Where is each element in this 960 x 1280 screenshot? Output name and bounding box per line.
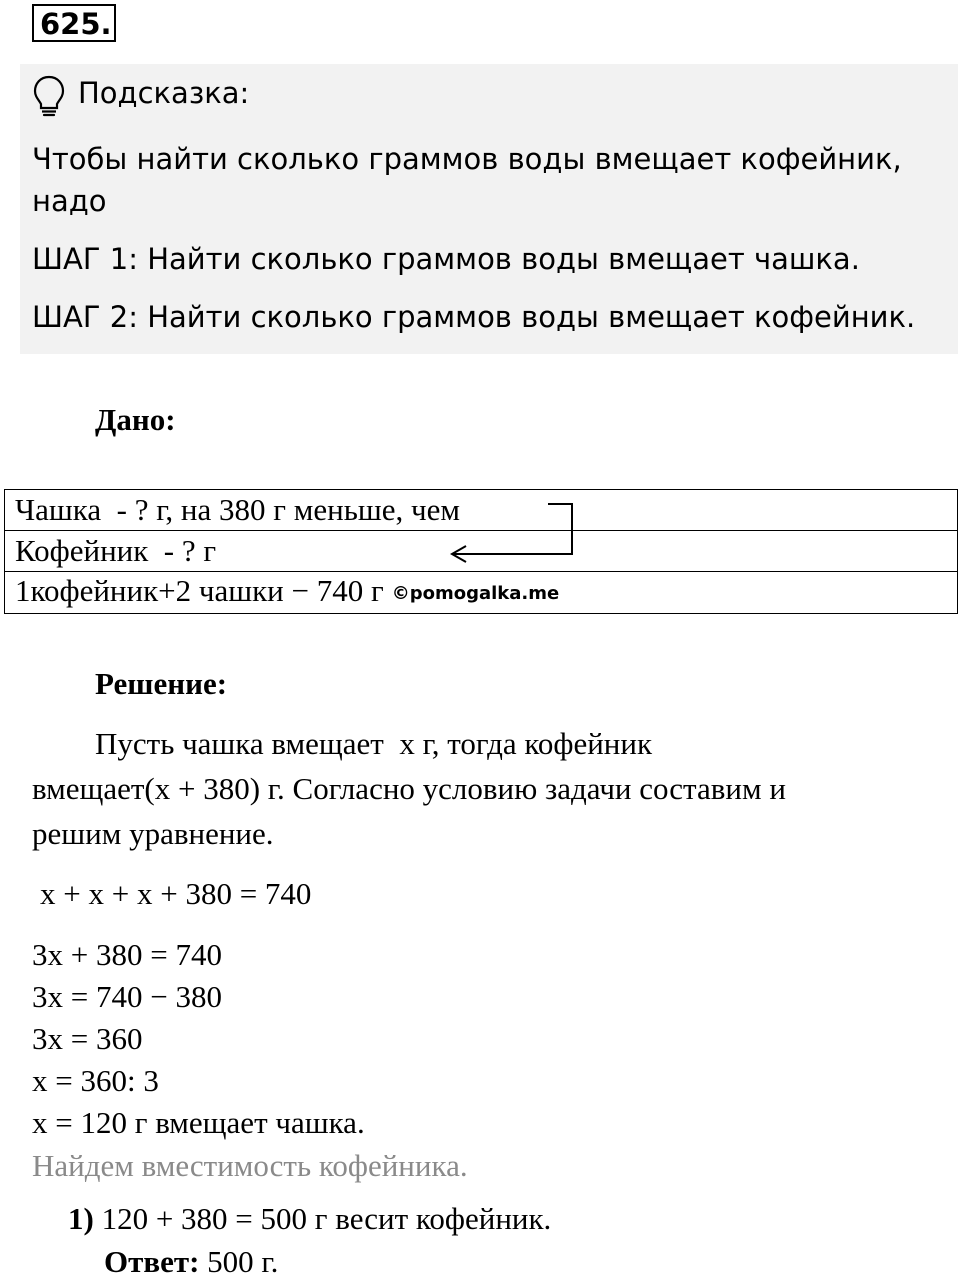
equation-2: 3x + 380 = 740 — [32, 937, 222, 972]
solution-paragraph-1: Пусть чашка вмещает x г, тогда кофейник — [95, 726, 653, 761]
given-row-cup: Чашка - ? г, на 380 г меньше, чем — [5, 490, 958, 531]
lightbulb-icon — [32, 74, 66, 118]
given-heading: Дано: — [95, 402, 176, 437]
step-number: 1) — [68, 1201, 94, 1236]
equation-5: x = 360: 3 — [32, 1063, 159, 1098]
given-row-coffeepot: Кофейник - ? г — [5, 531, 958, 572]
hint-line-2: надо — [32, 184, 107, 218]
solution-paragraph-3: решим уравнение. — [32, 816, 274, 851]
answer-value: 500 г. — [199, 1244, 279, 1279]
answer-label: Ответ: — [104, 1244, 200, 1279]
comparison-arrow-icon — [440, 500, 580, 568]
hint-step-2 — [32, 300, 915, 334]
equation-3: 3x = 740 − 380 — [32, 979, 222, 1014]
step-1-text: Найти сколько граммов воды вмещает чашка. — [137, 242, 860, 276]
hint-line-1: Чтобы найти сколько граммов воды вмещает кофейник, — [32, 142, 902, 176]
watermark: ©pomogalka.me — [391, 582, 560, 604]
hint-box — [20, 64, 958, 354]
table-row — [5, 572, 958, 614]
solution-paragraph-2: вмещает(x + 380) г. Согласно условию задачи составим и — [32, 771, 786, 806]
find-capacity-text: Найдем вместимость кофейника. — [32, 1148, 468, 1183]
equation-1: x + x + x + 380 = 740 — [40, 876, 312, 911]
equation-4: 3x = 360 — [32, 1021, 143, 1056]
hint-title: Подсказка: — [78, 76, 250, 110]
step-2-text: Найти сколько граммов воды вмещает кофейник. — [137, 300, 916, 334]
problem-number: 625. — [32, 4, 116, 42]
given-row-total — [5, 572, 958, 614]
equation-6: x = 120 г вмещает чашка. — [32, 1105, 365, 1140]
hint-step-1 — [32, 242, 860, 276]
step-1-label: ШАГ 1: — [32, 242, 138, 276]
answer — [104, 1244, 278, 1280]
solution-heading: Решение: — [95, 666, 228, 701]
given-total-text: 1кофейник+2 чашки − 740 г — [15, 573, 384, 608]
step-2-label: ШАГ 2: — [32, 300, 138, 334]
step-1-calculation: 120 + 380 = 500 г весит кофейник. — [93, 1201, 552, 1236]
solution-step-1 — [68, 1201, 551, 1237]
